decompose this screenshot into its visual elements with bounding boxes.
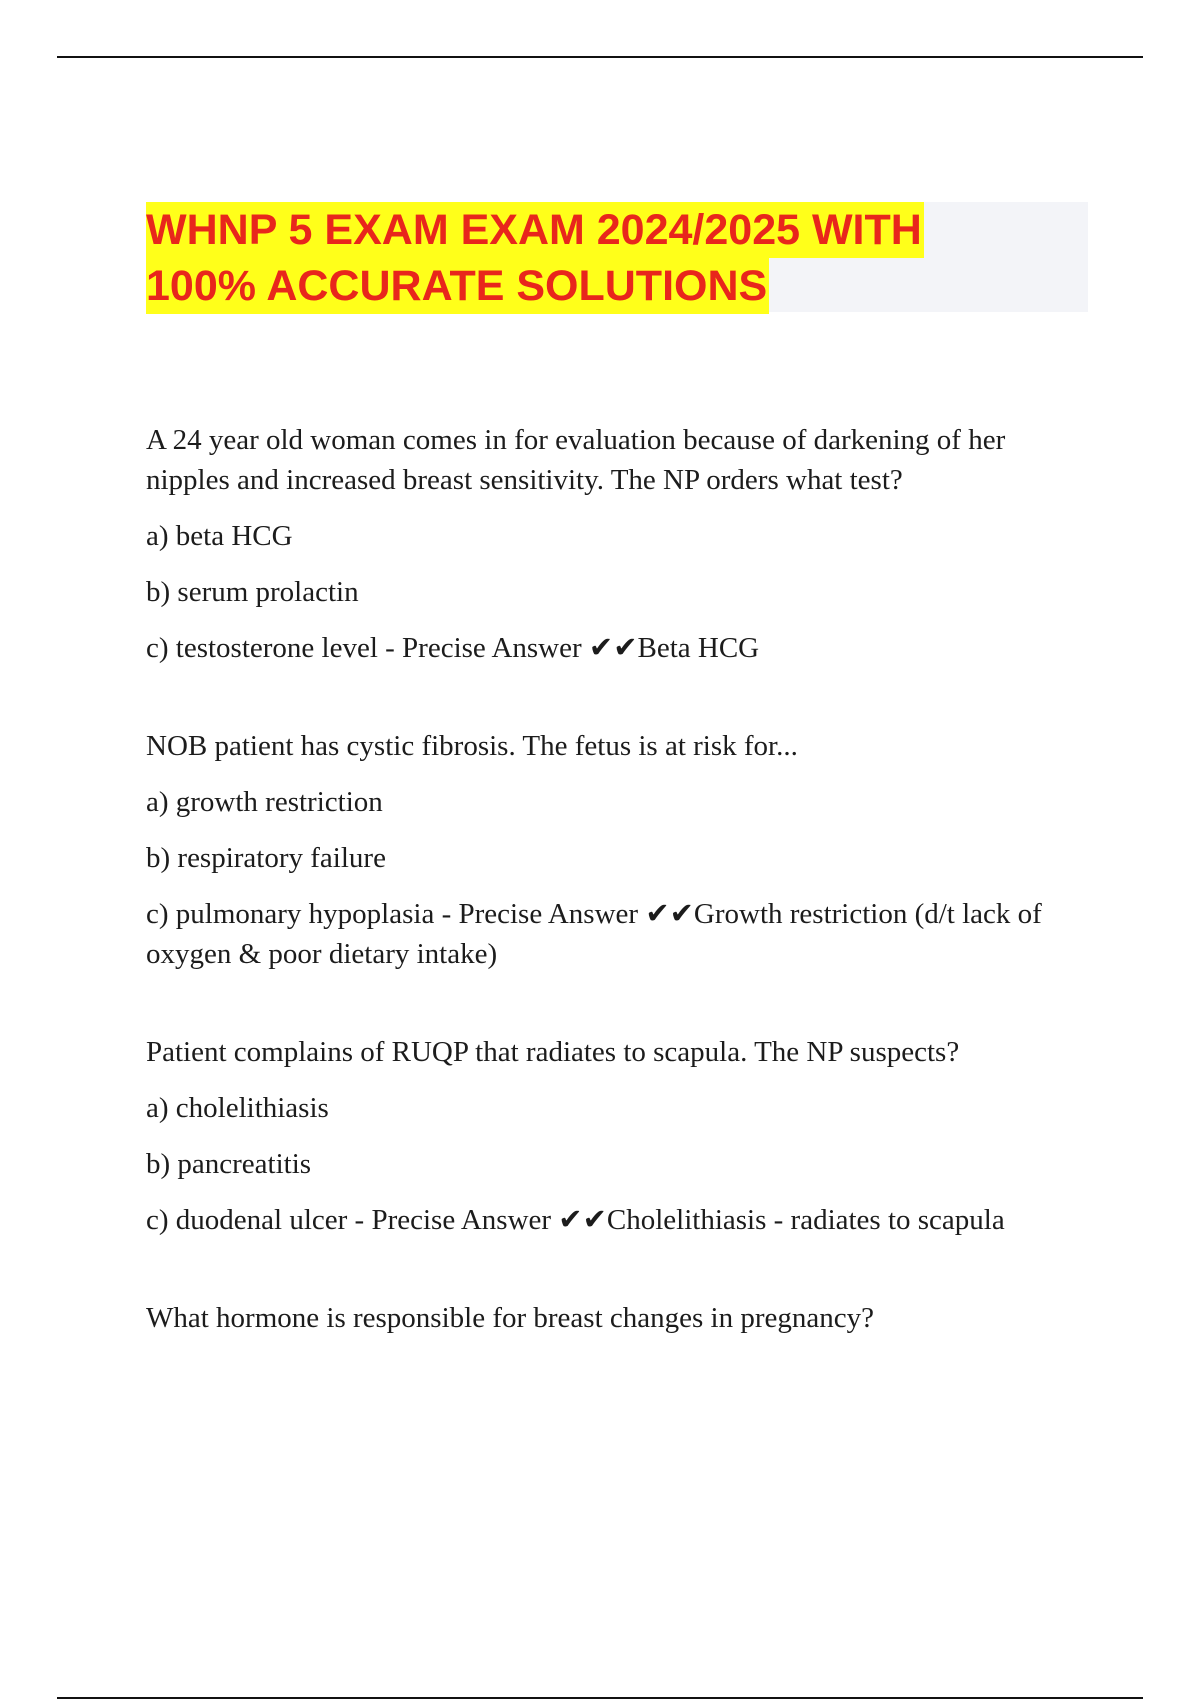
document-title [146, 202, 1088, 312]
title-line-2: 100% ACCURATE SOLUTIONS [146, 258, 769, 314]
question-text: What hormone is responsible for breast changes in pregnancy? [146, 1302, 874, 1334]
question-item [146, 1298, 1086, 1338]
answer-option-c-with-answer: c) testosterone level - Precise Answer ✔✔Beta HCG [146, 632, 760, 664]
top-divider [57, 56, 1143, 58]
answer-option-c-with-answer: c) duodenal ulcer - Precise Answer ✔✔Cholelithiasis - radiates to scapula [146, 1204, 1005, 1236]
question-item [146, 726, 1086, 974]
title-line-1: WHNP 5 EXAM EXAM 2024/2025 WITH [146, 202, 924, 258]
answer-option-a: a) beta HCG [146, 520, 293, 552]
question-list [146, 420, 1086, 1354]
answer-option-b: b) serum prolactin [146, 576, 359, 608]
question-text: Patient complains of RUQP that radiates to scapula. The NP suspects? [146, 1036, 960, 1068]
answer-option-b: b) respiratory failure [146, 842, 386, 874]
question-item [146, 420, 1086, 668]
answer-option-a: a) growth restriction [146, 786, 383, 818]
question-text: A 24 year old woman comes in for evaluation because of darkening of her nipples and increased breast sensitivity. The NP orders what test? [146, 424, 1006, 496]
answer-option-b: b) pancreatitis [146, 1148, 312, 1180]
bottom-divider [57, 1697, 1143, 1699]
question-text: NOB patient has cystic fibrosis. The fetus is at risk for... [146, 730, 798, 762]
answer-option-a: a) cholelithiasis [146, 1092, 329, 1124]
question-item [146, 1032, 1086, 1240]
answer-option-c-with-answer: c) pulmonary hypoplasia - Precise Answer ✔✔Growth restriction (d/t lack of oxygen & poor dietary intake) [146, 898, 1042, 970]
